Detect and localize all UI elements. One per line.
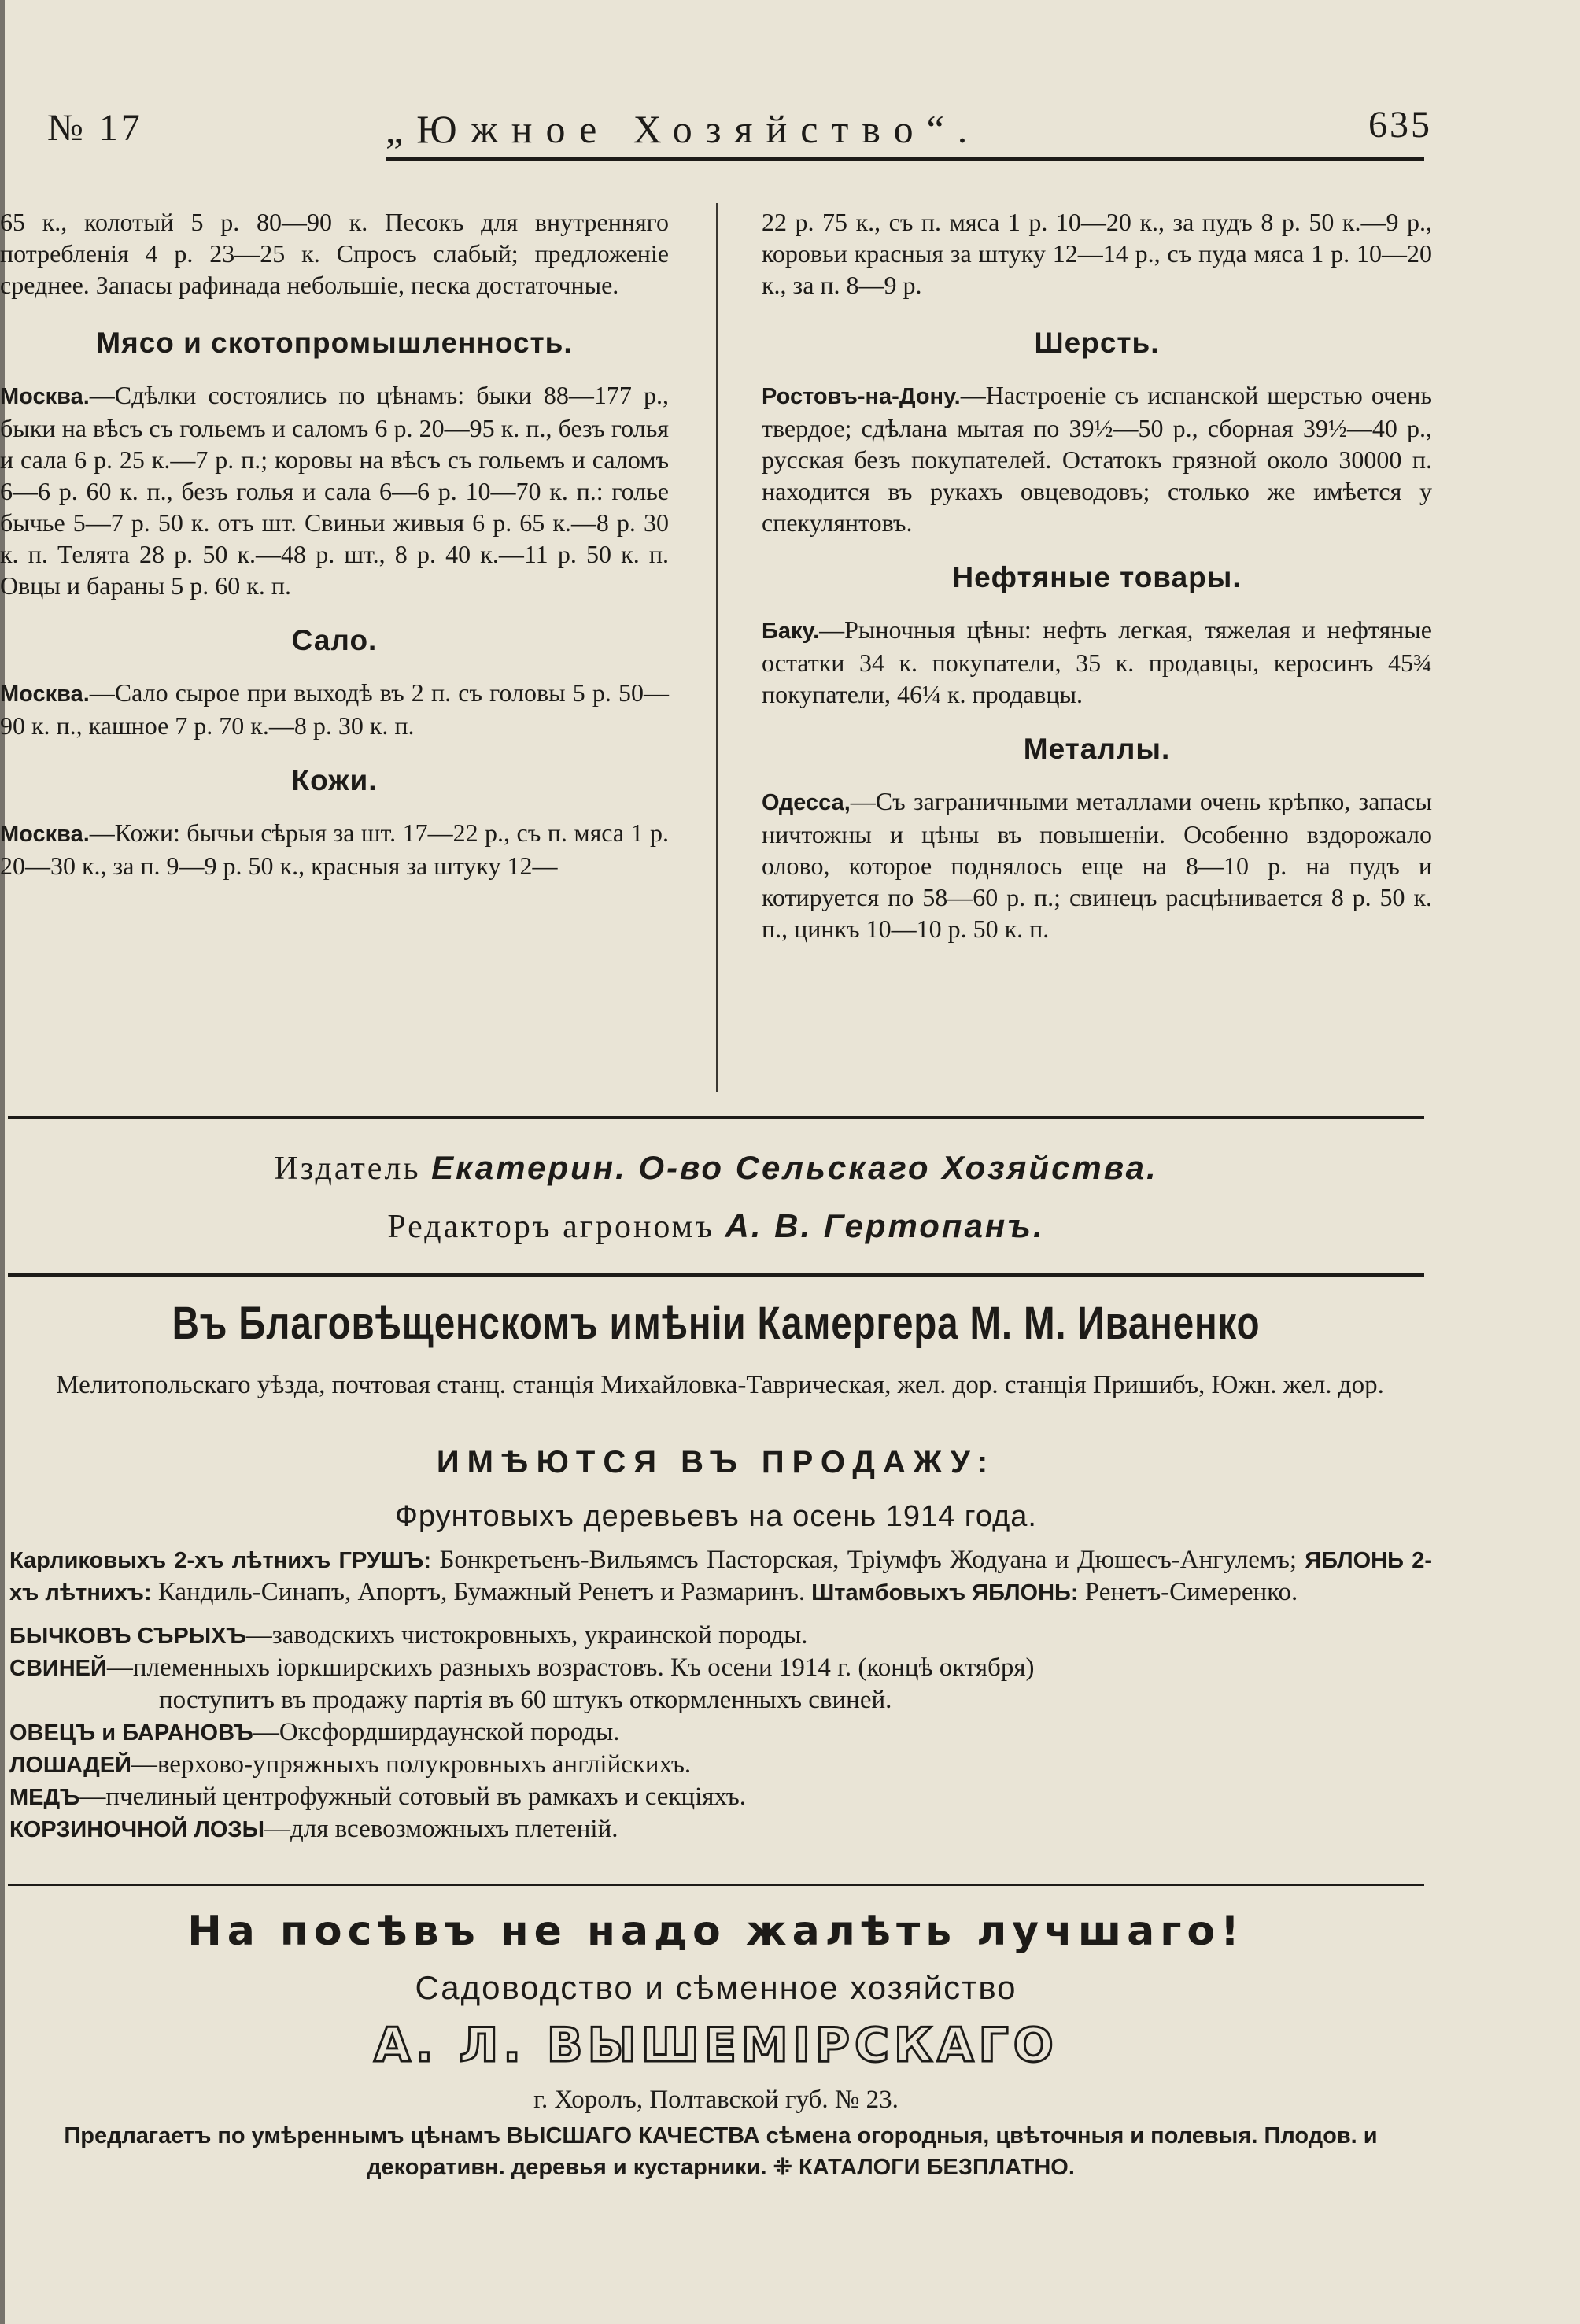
item-key: МЕДЪ — [9, 1785, 80, 1810]
publisher-prefix: Издатель — [274, 1151, 421, 1187]
trees-text: Бонкретьенъ-Вильямсъ Пасторская, Тріумфъ Жодуана и Дюшесъ-Ангулемъ; — [431, 1546, 1298, 1574]
estate-location: Мелитопольскаго уѣзда, почтовая станц. станція Михайловка-Таврическая, жел. дор. станція Пришибъ, Южн. жел. дор. — [56, 1371, 1384, 1399]
seeds-advert-company-name: А. Л. ВЫШЕМІРСКАГО — [374, 2018, 1058, 2073]
section-text: —Настроеніе съ испанской шерстью очень твердое; сдѣлана мытая по 39½—50 р., сборная 39½—40 р., русская безъ покупателей. Остатокъ грязной около 30000 п. находится въ рукахъ овцеводовъ; столько же имѣется у спекулянтовъ. — [762, 381, 1432, 537]
list-item — [9, 1781, 1432, 1813]
estate-advert-body — [9, 1544, 1432, 1846]
seeds-advert-slogan: На посѣвъ не надо жалѣть лучшаго! — [187, 1908, 1245, 1955]
imprint-top-rule — [8, 1116, 1424, 1119]
section-heading-metals: Металлы. — [1023, 733, 1171, 765]
editor-name: А. В. Гертопанъ. — [725, 1207, 1045, 1244]
section-meat — [0, 379, 669, 601]
editor-prefix: Редакторъ агрономъ — [387, 1209, 714, 1245]
city-label: Баку. — [762, 619, 820, 644]
issue-number: № 17 — [47, 107, 143, 149]
header-rule — [386, 157, 1424, 161]
right-intro: 22 р. 75 к., съ п. мяса 1 р. 10—20 к., за пудъ 8 р. 50 к.—9 р., коровьи красныя за штуку 12—14 р., съ пуда мяса 1 р. 10—20 к., за п. 8—9 р. — [762, 208, 1432, 299]
item-key: СВИНЕЙ — [9, 1656, 107, 1681]
item-text: —верхово-упряжныхъ полукровныхъ англійскихъ. — [131, 1750, 692, 1779]
section-text: —Кожи: бычьи сѣрыя за шт. 17—22 р., съ п. мяса 1 р. 20—30 к., за п. 9—9 р. 50 к., красныя за штуку 12— — [0, 818, 669, 880]
spacer — [9, 1609, 1432, 1620]
editor-line — [0, 1207, 1432, 1246]
seeds-advert-address: г. Хоролъ, Полтавской губ. № 23. — [533, 2086, 899, 2114]
trees-key: Карликовыхъ 2-хъ лѣтнихъ ГРУШЪ: — [9, 1548, 432, 1573]
city-label: Ростовъ-на-Дону. — [762, 384, 961, 409]
item-text: —Оксфордширдаунской породы. — [253, 1718, 620, 1746]
trees-text: Ренетъ-Симеренко. — [1078, 1578, 1298, 1606]
city-label: Одесса, — [762, 790, 851, 815]
section-text: —Сало сырое при выходѣ въ 2 п. съ головы 5 р. 50—90 к. п., кашное 7 р. 70 к.—8 р. 30 к. п. — [0, 678, 669, 740]
imprint-bottom-rule — [8, 1273, 1424, 1277]
city-label: Москва. — [0, 682, 90, 707]
list-item — [9, 1813, 1432, 1846]
trees-key: Штамбовыхъ ЯБЛОНЬ: — [805, 1580, 1079, 1605]
list-item — [9, 1749, 1432, 1781]
item-text: —для всевозможныхъ плетеній. — [264, 1815, 618, 1843]
journal-title: „Южное Хозяйство“. — [386, 107, 981, 151]
seeds-advert-offer: Предлагаетъ по умѣреннымъ цѣнамъ ВЫСШАГО КАЧЕСТВА сѣмена огородныя, цвѣточныя и полевыя. Плодов. и декоративн. деревья и кустарники. ⁜ КАТАЛОГИ БЕЗПЛАТНО. — [64, 2123, 1378, 2180]
trees-key: ЯБЛОНЬ 2-хъ лѣтнихъ: — [9, 1548, 1433, 1605]
section-heading-oil: Нефтяные товары. — [952, 561, 1242, 593]
section-heading-lard: Сало. — [291, 624, 378, 656]
list-item — [9, 1652, 1432, 1684]
section-text: —Съ заграничными металлами очень крѣпко, запасы ничтожны и цѣны въ повышеніи. Особенно вздорожало олово, которое поднялось еще на 8—10 р. на пудъ и котируется по 58—60 р. п.; свинецъ расцѣнивается 8 р. 50 к. п., цинкъ 10—10 р. 50 к. п. — [762, 787, 1432, 943]
section-hides — [0, 817, 669, 881]
advert-divider-rule — [8, 1884, 1424, 1886]
list-item — [9, 1684, 1432, 1716]
section-wool — [762, 379, 1432, 538]
fruit-trees-subtitle: Фрунтовыхъ деревьевъ на осень 1914 года. — [395, 1500, 1037, 1533]
section-heading-meat: Мясо и скотопромышленность. — [96, 327, 573, 359]
item-key: ОВЕЦЪ и БАРАНОВЪ — [9, 1720, 253, 1746]
item-key: КОРЗИНОЧНОЙ ЛОЗЫ — [9, 1817, 264, 1842]
section-heading-wool: Шерсть. — [1034, 327, 1160, 359]
city-label: Москва. — [0, 384, 90, 409]
section-lard — [0, 677, 669, 741]
section-heading-hides: Кожи. — [291, 764, 378, 796]
section-metals — [762, 785, 1432, 944]
publisher-line — [0, 1149, 1432, 1188]
item-text: поступитъ въ продажу партія въ 60 штукъ откормленныхъ свиней. — [159, 1686, 892, 1714]
item-text: —заводскихъ чистокровныхъ, украинской породы. — [245, 1621, 808, 1650]
estate-advert-title: Въ Благовѣщенскомъ имѣніи Камергера М. М. Иваненко — [172, 1298, 1261, 1349]
left-column — [0, 206, 669, 881]
page-number: 635 — [1368, 104, 1432, 146]
item-key: БЫЧКОВЪ СЪРЫХЪ — [9, 1624, 246, 1649]
for-sale-heading: ИМѢЮТСЯ ВЪ ПРОДАЖУ: — [436, 1445, 996, 1480]
section-oil — [762, 614, 1432, 710]
list-item — [9, 1620, 1432, 1652]
section-text: —Рыночныя цѣны: нефть легкая, тяжелая и нефтяные остатки 34 к. покупатели, 35 к. продавцы, керосинъ 45¾ покупатели, 46¼ к. продавцы. — [762, 615, 1432, 708]
right-column — [762, 206, 1432, 944]
list-item — [9, 1716, 1432, 1749]
item-text: —племенныхъ іоркширскихъ разныхъ возрастовъ. Къ осени 1914 г. (концѣ октября) — [106, 1653, 1035, 1682]
section-text: —Сдѣлки состоялись по цѣнамъ: быки 88—177 р., быки на вѣсъ съ гольемъ и саломъ 6 р. 20—95 к. п., безъ голья и сала 6 р. 25 к.—7 р. п.; коровы на вѣсъ съ гольемъ и саломъ 6—6 р. 60 к. п., безъ голья и сала 6—6 р. 10—70 к. п.: голье бычье 5—7 р. 50 к. отъ шт. Свиньи живыя 6 р. 65 к.—8 р. 30 к. п. Телята 28 р. 50 к.—48 р. шт., 8 р. 40 к.—11 р. 50 к. п. Овцы и бараны 5 р. 60 к. п. — [0, 381, 669, 600]
trees-list — [9, 1544, 1432, 1609]
item-key: ЛОШАДЕЙ — [9, 1753, 131, 1778]
left-intro: 65 к., колотый 5 р. 80—90 к. Песокъ для внутренняго потребленія 4 р. 23—25 к. Спросъ слабый; предложеніе среднее. Запасы рафинада небольшіе, песка достаточные. — [0, 208, 669, 299]
item-text: —пчелиный центрофужный сотовый въ рамкахъ и секціяхъ. — [79, 1783, 747, 1811]
seeds-advert-line: Садоводство и сѣменное хозяйство — [415, 1969, 1017, 2006]
column-divider — [716, 203, 718, 1092]
trees-text: Кандиль-Синапъ, Апортъ, Бумажный Ренетъ и Размаринъ. — [151, 1578, 806, 1606]
publisher-name: Екатерин. О-во Сельскаго Хозяйства. — [431, 1149, 1158, 1186]
city-label: Москва. — [0, 822, 90, 847]
